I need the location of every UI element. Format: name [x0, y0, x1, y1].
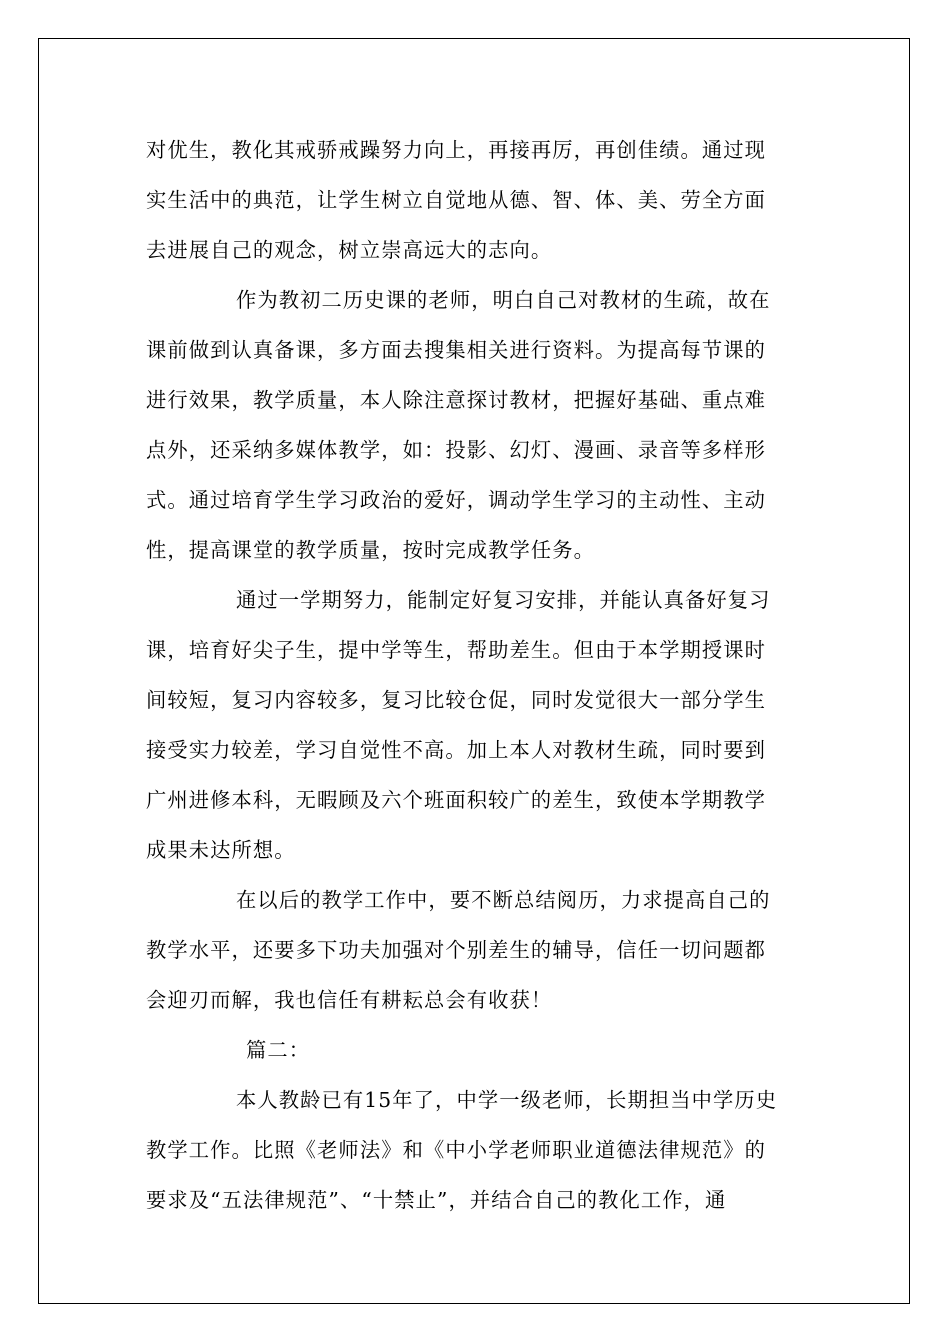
text-line: 点外，还采纳多媒体教学，如：投影、幻灯、漫画、录音等多样形: [146, 438, 767, 462]
text-line: 去进展自己的观念，树立崇高远大的志向。: [146, 238, 553, 262]
section-heading: 篇二：: [246, 1038, 311, 1062]
text-line: 实生活中的典范，让学生树立自觉地从德、智、体、美、劳全方面: [146, 188, 767, 212]
text-line: 对优生，教化其戒骄戒躁努力向上，再接再厉，再创佳绩。通过现: [146, 138, 767, 162]
text-line: 课前做到认真备课，多方面去搜集相关进行资料。为提高每节课的: [146, 338, 767, 362]
text-line: 要求及“五法律规范”、“十禁止”，并结合自己的教化工作，通: [146, 1188, 727, 1212]
text-line: 广州进修本科，无暇顾及六个班面积较广的差生，致使本学期教学: [146, 788, 767, 812]
text-line: 性，提高课堂的教学质量，按时完成教学任务。: [146, 538, 596, 562]
text-line: 间较短，复习内容较多，复习比较仓促，同时发觉很大一部分学生: [146, 688, 767, 712]
document-body: [146, 125, 808, 1225]
text-line: 式。通过培育学生学习政治的爱好，调动学生学习的主动性、主动: [146, 488, 767, 512]
text-line: 进行效果，教学质量，本人除注意探讨教材，把握好基础、重点难: [146, 388, 767, 412]
paragraph-first-line: 通过一学期努力，能制定好复习安排，并能认真备好复习: [236, 588, 771, 612]
text-line: 成果未达所想。: [146, 838, 296, 862]
text-line: 会迎刃而解，我也信任有耕耘总会有收获！: [146, 988, 553, 1012]
text-line: 教学水平，还要多下功夫加强对个别差生的辅导，信任一切问题都: [146, 938, 767, 962]
text-line: 接受实力较差，学习自觉性不高。加上本人对教材生疏，同时要到: [146, 738, 767, 762]
text-line: 课，培育好尖子生，提中学等生，帮助差生。但由于本学期授课时: [146, 638, 767, 662]
paragraph-first-line: 本人教龄已有15年了，中学一级老师，长期担当中学历史: [236, 1088, 778, 1112]
paragraph-first-line: 作为教初二历史课的老师，明白自己对教材的生疏，故在: [236, 288, 771, 312]
paragraph-first-line: 在以后的教学工作中，要不断总结阅历，力求提高自己的: [236, 888, 771, 912]
text-line: 教学工作。比照《老师法》和《中小学老师职业道德法律规范》的: [146, 1138, 767, 1162]
